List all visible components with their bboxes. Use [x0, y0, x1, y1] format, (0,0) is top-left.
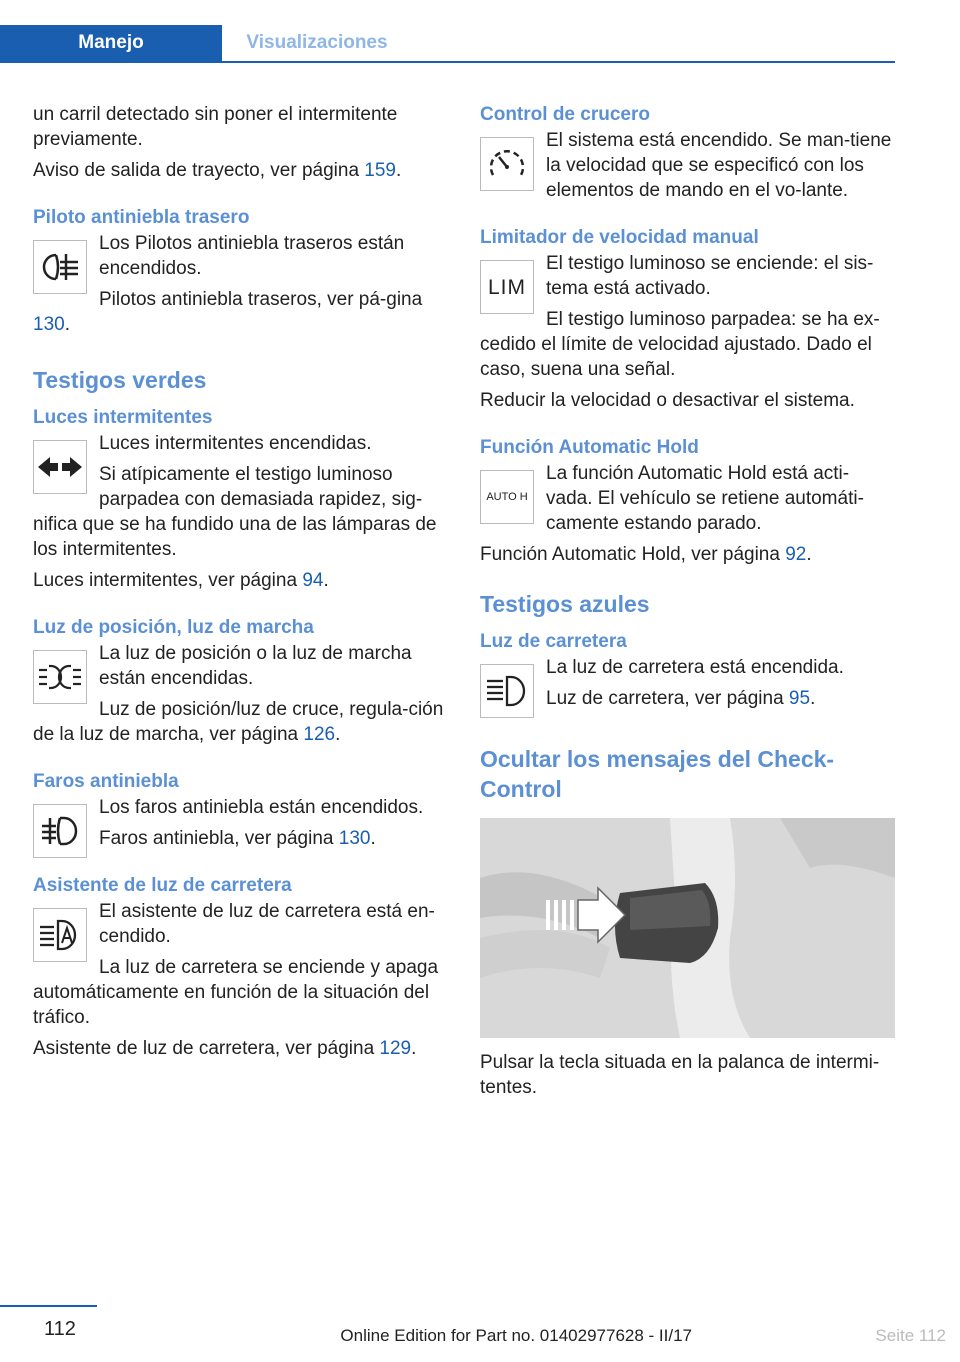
section-title: Función Automatic Hold: [480, 437, 699, 458]
section-fog-rear: [33, 205, 448, 343]
page-link-130[interactable]: 130: [33, 314, 65, 335]
heading-hide-check-control: Ocultar los mensajes del Check-Control: [480, 746, 835, 802]
cruise-control-icon: [480, 137, 534, 191]
section-title: Luz de carretera: [480, 631, 627, 652]
page-link-126[interactable]: 126: [303, 724, 336, 745]
cruise-text1: El sistema está encendido. Se man-tiene la velocidad que se especificó con los elementos de mando en el vo-lante.: [546, 130, 892, 201]
page-link-159[interactable]: 159: [364, 160, 396, 181]
auto-hold-icon: AUTO H: [480, 470, 534, 524]
turn-signal-lever-illustration: [480, 818, 895, 1038]
position-text2: Luz de posición/luz de cruce, regula-ción de la luz de marcha, ver página 126.: [33, 699, 444, 745]
section-title: Limitador de velocidad manual: [480, 227, 759, 248]
intro-ref: Aviso de salida de trayecto, ver página 159.: [33, 160, 402, 181]
tab-manejo[interactable]: Manejo: [0, 25, 222, 61]
hba-text1: El asistente de luz de carretera está en-cendido.: [99, 901, 435, 947]
hba-ref: Asistente de luz de carretera, ver página 129.: [33, 1038, 417, 1059]
autohold-text1: La función Automatic Hold está acti-vada. El vehículo se retiene automáti-camente estando parado.: [546, 463, 864, 534]
speed-limiter-icon: LIM: [480, 260, 534, 314]
page-link-94[interactable]: 94: [302, 570, 324, 591]
turn-text1: Luces intermitentes encendidas.: [99, 433, 372, 454]
section-position-light: [33, 615, 448, 747]
highbeam-text1: La luz de carretera está encendida.: [546, 657, 844, 678]
position-light-icon: [33, 650, 87, 704]
section-high-beam: [480, 629, 895, 722]
high-beam-icon: [480, 664, 534, 718]
footer-rule: [0, 1305, 97, 1307]
fog-rear-text2: Pilotos antiniebla traseros, ver pá-gina 130.: [33, 289, 423, 335]
page-link-129[interactable]: 129: [379, 1038, 412, 1059]
page-number: 112: [44, 1318, 76, 1340]
section-cruise-control: [480, 102, 895, 203]
high-beam-assistant-icon: [33, 908, 87, 962]
turn-text2: Si atípicamente el testigo luminoso parpadea con demasiada rapidez, sig-nifica que se ha fundido una de las lámparas de los intermitentes.: [33, 464, 437, 560]
right-column: [480, 102, 895, 1106]
turn-signal-arrows-icon: [33, 440, 87, 494]
hba-text2: La luz de carretera se enciende y apaga automáticamente en función de la situación del tráfico.: [33, 957, 439, 1028]
position-text1: La luz de posición o la luz de marcha están encendidas.: [99, 643, 412, 689]
section-title: Luz de posición, luz de marcha: [33, 617, 314, 638]
section-speed-limiter: [480, 225, 895, 413]
edition-text: Online Edition for Part no. 01402977628 - II/17: [340, 1326, 692, 1345]
page-link-92[interactable]: 92: [785, 544, 807, 565]
front-fog-light-icon: [33, 804, 87, 858]
fog-front-text2: Faros antiniebla, ver página 130.: [99, 828, 376, 849]
heading-blue-lights: Testigos azules: [480, 591, 650, 617]
turn-ref: Luces intermitentes, ver página 94.: [33, 570, 329, 591]
section-title: Luces intermitentes: [33, 407, 213, 428]
tab-visualizaciones[interactable]: Visualizaciones: [246, 32, 388, 53]
hide-text: Pulsar la tecla situada en la palanca de intermi-tentes.: [480, 1052, 880, 1098]
fog-rear-text1: Los Pilotos antiniebla traseros están encendidos.: [99, 233, 405, 279]
rear-fog-light-icon: [33, 240, 87, 294]
section-title: Asistente de luz de carretera: [33, 875, 292, 896]
intro-text: un carril detectado sin poner el intermitente previamente.: [33, 104, 398, 150]
section-automatic-hold: [480, 435, 895, 567]
section-turn-signals: [33, 405, 448, 593]
page-link-130b[interactable]: 130: [338, 828, 371, 849]
page-link-95[interactable]: 95: [788, 688, 811, 709]
section-title: Control de crucero: [480, 104, 650, 125]
section-title: Faros antiniebla: [33, 771, 179, 792]
autohold-ref: Función Automatic Hold, ver página 92.: [480, 544, 812, 565]
heading-green-lights: Testigos verdes: [33, 367, 207, 393]
left-column: [33, 102, 448, 1067]
header-rule: [0, 61, 895, 63]
highbeam-text2: Luz de carretera, ver página 95.: [546, 688, 816, 709]
section-title: Piloto antiniebla trasero: [33, 207, 250, 228]
fog-front-text1: Los faros antiniebla están encendidos.: [99, 797, 424, 818]
limiter-text3: Reducir la velocidad o desactivar el sistema.: [480, 390, 855, 411]
section-fog-front: [33, 769, 448, 851]
watermark: Seite 112: [875, 1326, 946, 1345]
limiter-text1: El testigo luminoso se enciende: el sis-tema está activado.: [546, 253, 874, 299]
section-high-beam-assistant: [33, 873, 448, 1061]
limiter-text2: El testigo luminoso parpadea: se ha ex-cedido el límite de velocidad ajustado. Dado el caso, suena una señal.: [480, 309, 880, 380]
